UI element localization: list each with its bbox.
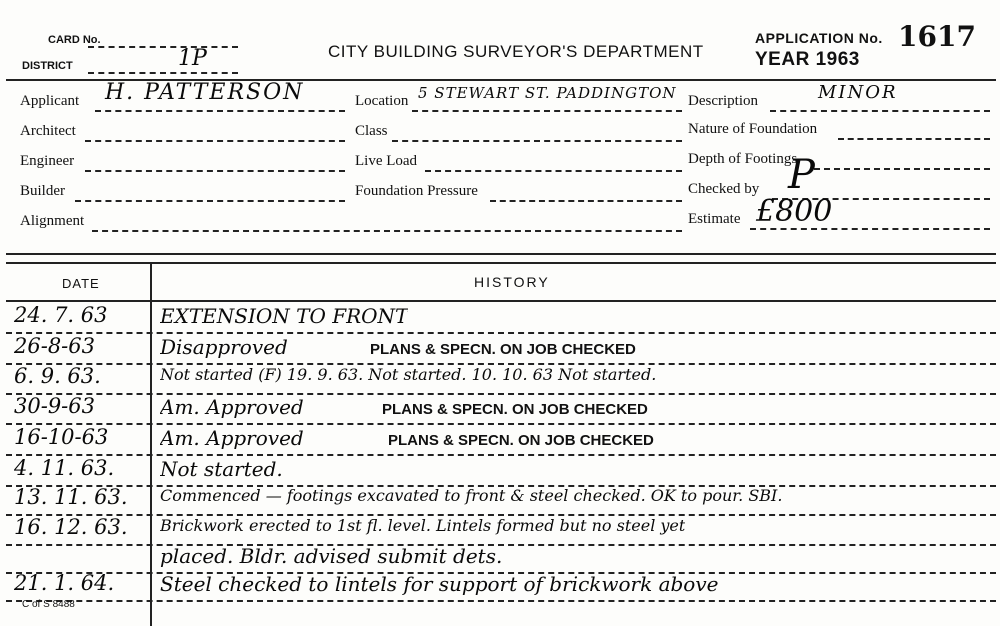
description-label: Description <box>688 93 758 109</box>
location-value: 5 STEWART ST. PADDINGTON <box>418 84 677 102</box>
description-line <box>770 110 990 112</box>
live-load-label: Live Load <box>355 153 418 169</box>
row-rule <box>6 454 996 456</box>
history-date: 16-10-63 <box>14 425 109 449</box>
checked-stamp: PLANS & SPECN. ON JOB CHECKED <box>388 432 654 449</box>
depth-line <box>814 168 990 170</box>
history-entry: EXTENSION TO FRONT <box>160 304 409 328</box>
row-rule <box>6 423 996 425</box>
location-label: Location <box>355 93 409 109</box>
class-line <box>392 140 682 142</box>
applicant-value: H. PATTERSON <box>105 80 305 105</box>
year: YEAR 1963 <box>755 49 860 70</box>
history-entry: Brickwork erected to 1st fl. level. Lintels formed but no steel yet <box>160 516 686 535</box>
date-column-header: DATE <box>62 276 100 291</box>
history-entry: placed. Bldr. advised submit dets. <box>160 544 503 568</box>
depth-of-footings-label: Depth of Footings <box>688 151 798 167</box>
district-label: DISTRICT <box>22 60 73 72</box>
estimate-value: £800 <box>756 194 833 229</box>
history-date: 26-8-63 <box>14 334 95 358</box>
fields-divider <box>6 253 996 255</box>
foundation-pressure-line <box>490 200 682 202</box>
history-entry: Not started (F) 19. 9. 63. Not started. 10. 10. 63 Not started. <box>160 365 657 384</box>
foundation-pressure-label: Foundation Pressure <box>355 183 478 199</box>
nature-line <box>838 138 990 140</box>
applicant-label: Applicant <box>20 93 80 109</box>
builder-label: Builder <box>20 183 65 199</box>
history-entry: Disapproved <box>160 335 288 359</box>
history-entry: Commenced — footings excavated to front & steel checked. OK to pour. SBI. <box>160 486 783 505</box>
district-value: 1P <box>178 46 207 71</box>
architect-line <box>85 140 345 142</box>
history-date: 6. 9. 63. <box>14 364 101 388</box>
history-date: 24. 7. 63 <box>14 303 108 327</box>
history-date: 13. 11. 63. <box>14 485 128 509</box>
district-line <box>88 72 238 74</box>
live-load-line <box>425 170 682 172</box>
table-header-divider <box>6 300 996 302</box>
architect-label: Architect <box>20 123 76 139</box>
checked-by-value: P <box>788 152 815 198</box>
description-value: MINOR <box>818 82 898 103</box>
alignment-line <box>92 230 682 232</box>
applicant-line <box>95 110 345 112</box>
history-date: 30-9-63 <box>14 394 95 418</box>
card-no-label: CARD No. <box>48 34 101 46</box>
form-number: C of S 8488 <box>22 599 75 610</box>
application-label: APPLICATION No. <box>755 30 883 46</box>
checked-by-label: Checked by <box>688 181 760 197</box>
checked-stamp: PLANS & SPECN. ON JOB CHECKED <box>382 401 648 418</box>
history-entry: Am. Approved <box>160 426 304 450</box>
department-title: CITY BUILDING SURVEYOR'S DEPARTMENT <box>328 42 704 61</box>
class-label: Class <box>355 123 388 139</box>
history-date: 21. 1. 64. <box>14 571 115 595</box>
engineer-label: Engineer <box>20 153 75 169</box>
history-date: 4. 11. 63. <box>14 456 115 480</box>
history-entry: Am. Approved <box>160 395 304 419</box>
checked-stamp: PLANS & SPECN. ON JOB CHECKED <box>370 341 636 358</box>
builder-line <box>75 200 345 202</box>
nature-of-foundation-label: Nature of Foundation <box>688 121 818 137</box>
card-no-line <box>88 46 238 48</box>
application-number: 1617 <box>898 20 976 53</box>
engineer-line <box>85 170 345 172</box>
history-column-header: HISTORY <box>474 274 550 290</box>
row-rule <box>6 600 996 602</box>
location-line <box>412 110 682 112</box>
table-top-border <box>6 262 996 264</box>
row-rule <box>6 332 996 334</box>
history-entry: Not started. <box>160 457 283 481</box>
history-entry: Steel checked to lintels for support of brickwork above <box>160 572 719 596</box>
estimate-label: Estimate <box>688 211 741 227</box>
alignment-label: Alignment <box>20 213 85 229</box>
row-rule <box>6 393 996 395</box>
history-date: 16. 12. 63. <box>14 515 128 539</box>
